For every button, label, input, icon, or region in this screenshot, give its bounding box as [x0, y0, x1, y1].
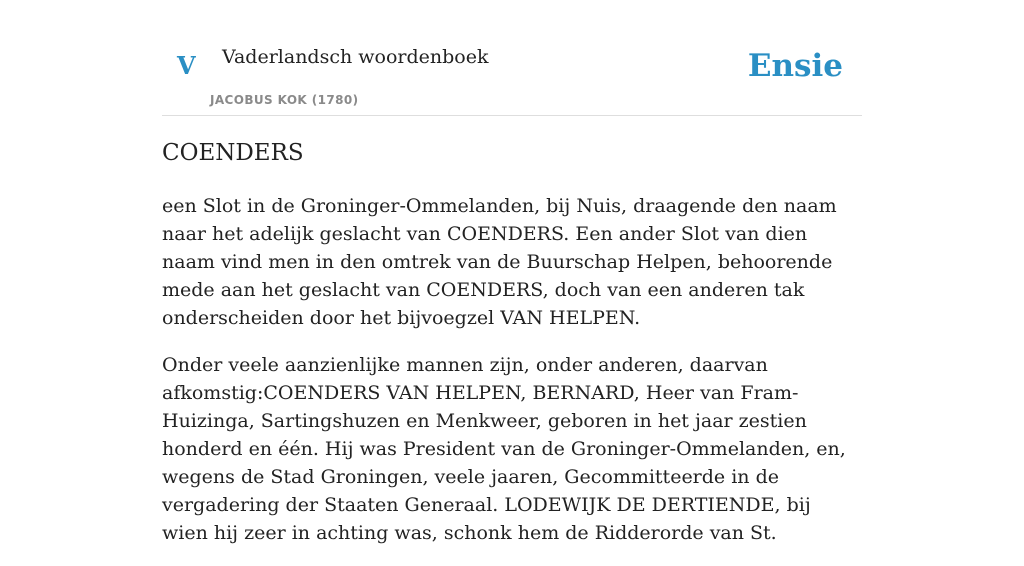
header — [162, 0, 862, 116]
book-author: JACOBUS KOK (1780) — [210, 93, 359, 107]
entry-paragraph: Onder veele aanzienlijke mannen zijn, onder anderen, daarvan afkomstig:COENDERS VAN HELPEN, BERNARD, Heer van Fram-Huizinga, Sartingshuzen en Menkweer, geboren in het jaar zestien honderd en één. Hij was President van de Groninger-Ommelanden, en, wegens de Stad Groningen, veele jaaren, Gecommitteerde in de vergadering der Staaten Generaal. LODEWIJK DE DERTIENDE, bij wien hij zeer in achting was, schonk hem de Ridderorde van St. — [162, 354, 846, 544]
entry-paragraph: een Slot in de Groninger-Ommelanden, bij Nuis, draagende den naam naar het adelijk geslacht van COENDERS. Een ander Slot van dien naam vind men in den omtrek van de Buurschap Helpen, behoorende mede aan het geslacht van COENDERS, doch van een anderen tak onderscheiden door het bijvoegzel VAN HELPEN. — [162, 195, 837, 329]
ensie-logo[interactable]: Ensie — [747, 48, 843, 84]
entry-body — [162, 192, 862, 566]
book-title-link[interactable]: Vaderlandsch woordenboek — [222, 46, 489, 68]
book-letter-link[interactable]: V — [177, 51, 196, 80]
entry-title: COENDERS — [162, 140, 304, 166]
